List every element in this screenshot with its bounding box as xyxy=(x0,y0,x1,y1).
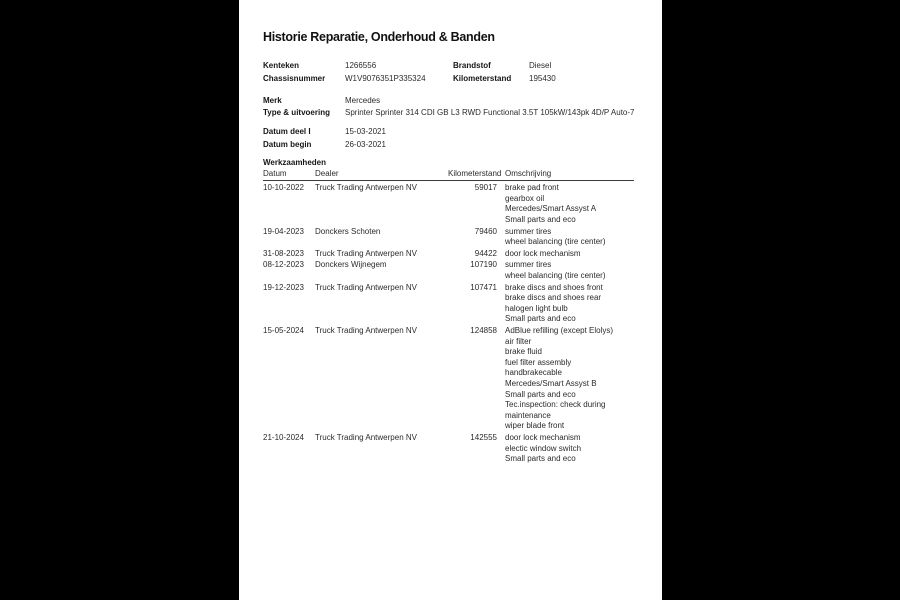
werkzaamheden-table xyxy=(263,169,646,465)
entry-omschrijving xyxy=(505,433,645,465)
entry-datum: 19-04-2023 xyxy=(263,226,304,236)
column-header-dealer: Dealer xyxy=(315,168,339,178)
merk-label: Merk xyxy=(263,95,282,105)
entry-kilometerstand: 142555 xyxy=(470,432,497,442)
table-row xyxy=(263,183,646,225)
omschrijving-item: air filter xyxy=(505,336,532,346)
table-row xyxy=(263,260,646,281)
entry-datum: 15-05-2024 xyxy=(263,326,304,335)
omschrijving-item: AdBlue refilling (except Elolys) xyxy=(505,326,614,335)
omschrijving-item: door lock mechanism xyxy=(505,248,581,258)
entry-dealer: Truck Trading Antwerpen NV xyxy=(315,432,417,442)
type-value: Sprinter Sprinter 314 CDI GB L3 RWD Functional 3.5T 105kW/143pk 4D/P Auto-7 xyxy=(345,108,635,118)
datum-deel-value: 15-03-2021 xyxy=(345,127,386,137)
chassisnummer-row xyxy=(263,73,646,86)
entry-omschrijving xyxy=(505,183,645,225)
omschrijving-item: Small parts and eco xyxy=(505,215,576,225)
page-title: Historie Reparatie, Onderhoud & Banden xyxy=(263,30,495,44)
entry-dealer: Truck Trading Antwerpen NV xyxy=(315,282,417,292)
omschrijving-item: electic window switch xyxy=(505,443,582,453)
omschrijving-item: summer tires xyxy=(505,260,552,270)
omschrijving-item: wheel balancing (tire center) xyxy=(505,237,606,247)
kenteken-value: 1266556 xyxy=(345,61,377,70)
entry-datum: 19-12-2023 xyxy=(263,282,304,292)
vehicle-block xyxy=(263,95,646,121)
column-header-kilometerstand: Kilometerstand xyxy=(448,168,502,178)
entry-datum: 31-08-2023 xyxy=(263,248,304,258)
right-black-margin xyxy=(662,0,900,600)
table-header-row xyxy=(263,169,634,182)
kilometerstand-label: Kilometerstand xyxy=(453,73,512,83)
entry-omschrijving xyxy=(505,326,645,432)
merk-row xyxy=(263,95,646,108)
datum-deel-row xyxy=(263,126,646,139)
chassisnummer-value: W1V9076351P335324 xyxy=(345,73,426,83)
omschrijving-item: Small parts and eco xyxy=(505,389,576,399)
entry-omschrijving xyxy=(505,227,645,248)
entry-omschrijving xyxy=(505,283,645,325)
table-row xyxy=(263,249,646,260)
omschrijving-item: door lock mechanism xyxy=(505,432,581,442)
entry-kilometerstand: 124858 xyxy=(470,326,497,335)
left-black-margin xyxy=(0,0,239,600)
omschrijving-item: wiper blade front xyxy=(505,421,565,431)
entry-dealer: Truck Trading Antwerpen NV xyxy=(315,183,417,193)
omschrijving-item: Small parts and eco xyxy=(505,454,576,464)
omschrijving-item: Mercedes/Smart Assyst A xyxy=(505,204,597,214)
table-row xyxy=(263,326,646,432)
column-header-datum: Datum xyxy=(263,168,287,178)
omschrijving-item: handbrakecable xyxy=(505,368,562,378)
entry-dealer: Truck Trading Antwerpen NV xyxy=(315,248,417,258)
entry-kilometerstand: 79460 xyxy=(474,226,497,236)
brandstof-label: Brandstof xyxy=(453,61,491,70)
entry-datum: 10-10-2022 xyxy=(263,183,304,193)
merk-value: Mercedes xyxy=(345,95,381,105)
entry-kilometerstand: 107471 xyxy=(470,282,497,292)
table-row xyxy=(263,283,646,325)
entry-dealer: Truck Trading Antwerpen NV xyxy=(315,326,417,335)
table-row xyxy=(263,227,646,248)
brandstof-value: Diesel xyxy=(529,61,552,70)
type-row xyxy=(263,107,646,120)
datum-begin-value: 26-03-2021 xyxy=(345,139,386,149)
omschrijving-item: brake pad front xyxy=(505,183,559,193)
omschrijving-item: gearbox oil xyxy=(505,193,545,203)
kenteken-label: Kenteken xyxy=(263,61,300,70)
column-header-omschrijving: Omschrijving xyxy=(505,168,552,178)
kenteken-row xyxy=(263,60,646,73)
omschrijving-item: brake fluid xyxy=(505,347,542,357)
datum-begin-label: Datum begin xyxy=(263,139,312,149)
chassisnummer-label: Chassisnummer xyxy=(263,73,326,83)
omschrijving-item: Mercedes/Smart Assyst B xyxy=(505,378,597,388)
datum-deel-label: Datum deel I xyxy=(263,127,311,137)
identification-block xyxy=(263,60,646,86)
entry-kilometerstand: 94422 xyxy=(474,248,497,258)
entry-datum: 21-10-2024 xyxy=(263,432,304,442)
history-document-page xyxy=(239,0,662,600)
werkzaamheden-entries xyxy=(263,183,646,464)
omschrijving-item: summer tires xyxy=(505,226,552,236)
werkzaamheden-title: Werkzaamheden xyxy=(263,157,326,167)
omschrijving-item: fuel filter assembly xyxy=(505,357,572,367)
datum-begin-row xyxy=(263,139,646,152)
entry-datum: 08-12-2023 xyxy=(263,260,304,270)
omschrijving-item: Tec.inspection: check during maintenance xyxy=(505,400,606,420)
entry-dealer: Donckers Schoten xyxy=(315,226,381,236)
entry-dealer: Donckers Wijnegem xyxy=(315,260,387,270)
entry-omschrijving xyxy=(505,249,645,260)
dates-block xyxy=(263,126,646,152)
omschrijving-item: halogen light bulb xyxy=(505,303,568,313)
type-label: Type & uitvoering xyxy=(263,108,330,118)
entry-kilometerstand: 107190 xyxy=(470,260,497,270)
omschrijving-item: Small parts and eco xyxy=(505,314,576,324)
omschrijving-item: brake discs and shoes front xyxy=(505,282,603,292)
omschrijving-item: brake discs and shoes rear xyxy=(505,293,602,303)
omschrijving-item: wheel balancing (tire center) xyxy=(505,271,606,281)
entry-omschrijving xyxy=(505,260,645,281)
table-row xyxy=(263,433,646,465)
kilometerstand-value: 195430 xyxy=(529,73,556,83)
entry-kilometerstand: 59017 xyxy=(474,183,497,193)
